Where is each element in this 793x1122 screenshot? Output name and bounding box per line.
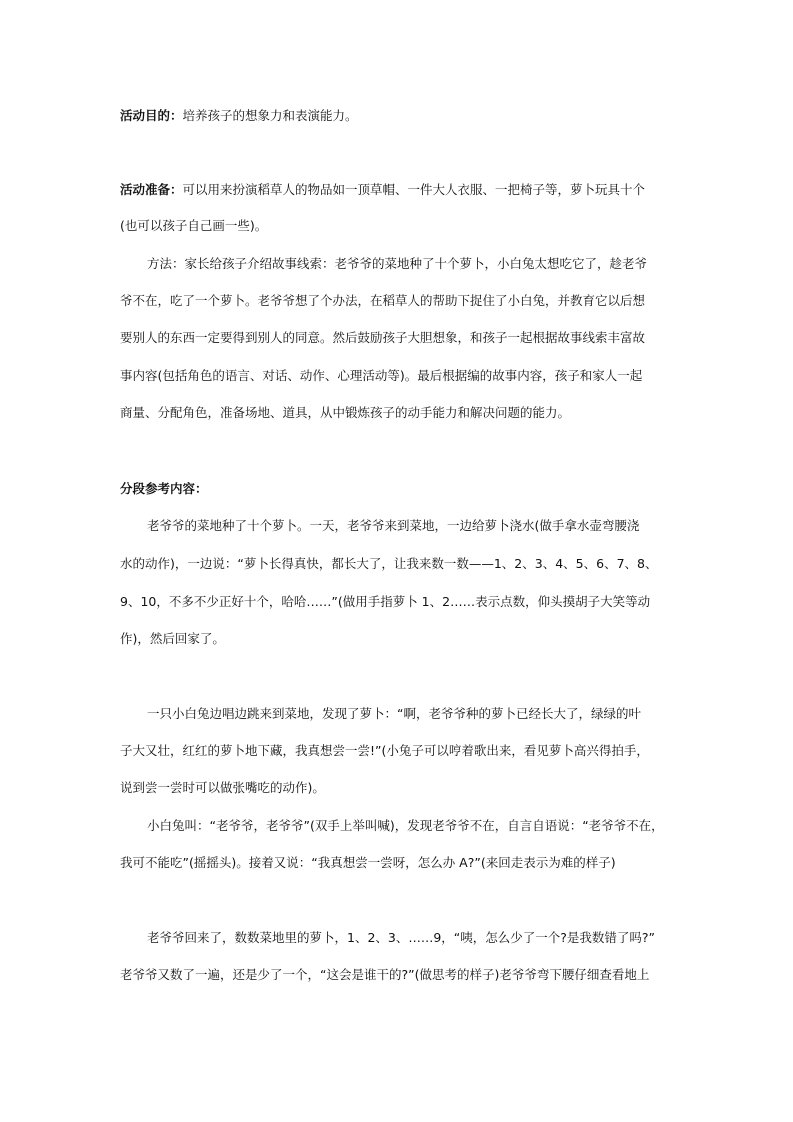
para2-line-1: 一只小白兔边唱边跳来到菜地，发现了萝卜：“啊，老爷爷种的萝卜已经长大了，绿绿的叶: [147, 706, 641, 721]
purpose-label: 活动目的：: [120, 108, 183, 123]
preparation-line-1: [120, 182, 680, 198]
para1-line-1: 老爷爷的菜地种了十个萝卜。一天，老爷爷来到菜地，一边给萝卜浇水(做手拿水壶弯腰浇: [147, 518, 640, 533]
para1-line-4: 作)，然后回家了。: [120, 631, 225, 646]
method-line-5: 商量、分配角色，准备场地、道具，从中锻炼孩子的动手能力和解决问题的能力。: [120, 405, 571, 420]
preparation-label: 活动准备：: [120, 182, 183, 197]
method-line-4: 事内容(包括角色的语言、对话、动作、心理活动等)。最后根据编的故事内容，孩子和家人一起: [120, 368, 643, 383]
para2-line-3: 说到尝一尝时可以做张嘴吃的动作)。: [120, 780, 325, 795]
para2-line-2: 子大又壮，红红的萝卜地下藏，我真想尝一尝!”(小兔子可以哼着歌出来，看见萝卜高兴得拍手，: [120, 743, 649, 758]
method-line-2: 爷不在，吃了一个萝卜。老爷爷想了个办法，在稻草人的帮助下捉住了小白兔，并教育它以后想: [120, 293, 646, 308]
purpose-line: [120, 108, 680, 124]
preparation-text-1: 可以用来扮演稻草人的物品如一顶草帽、一件大人衣服、一把椅子等，萝卜玩具十个: [182, 182, 646, 197]
para3-line-1: 小白兔叫：“老爷爷，老爷爷”(双手上举叫喊)，发现老爷爷不在，自言自语说：“老爷爷不在，: [147, 818, 664, 833]
para1-line-3: 9、10，不多不少正好十个，哈哈……”(做用手指萝卜 1、2……表示点数，仰头摸胡子大笑等动: [120, 594, 651, 609]
preparation-line-2: (也可以孩子自己画一些)。: [120, 218, 268, 233]
para4-line-1: 老爷爷回来了，数数菜地里的萝卜，1、2、3、……9，“咦，怎么少了一个?是我数错了吗?”: [147, 930, 656, 945]
method-line-1: 方法：家长给孩子介绍故事线索：老爷爷的菜地种了十个萝卜，小白兔太想吃它了，趁老爷: [147, 256, 648, 271]
reference-heading: 分段参考内容：: [120, 481, 208, 496]
para4-line-2: 老爷爷又数了一遍，还是少了一个，“这会是谁干的?”(做思考的样子)老爷爷弯下腰仔细查看地上: [120, 967, 650, 982]
method-line-3: 要别人的东西一定要得到别人的同意。然后鼓励孩子大胆想象，和孩子一起根据故事线索丰富故: [120, 330, 646, 345]
para1-line-2: 水的动作)，一边说：“萝卜长得真快，都长大了，让我来数一数——1、2、3、4、5、6、7、8、: [120, 556, 658, 571]
purpose-text: 培养孩子的想象力和表演能力。: [182, 108, 358, 123]
para3-line-2: 我可不能吃”(摇摇头)。接着又说：“我真想尝一尝呀，怎么办 A?”(来回走表示为难的样子): [120, 855, 616, 870]
